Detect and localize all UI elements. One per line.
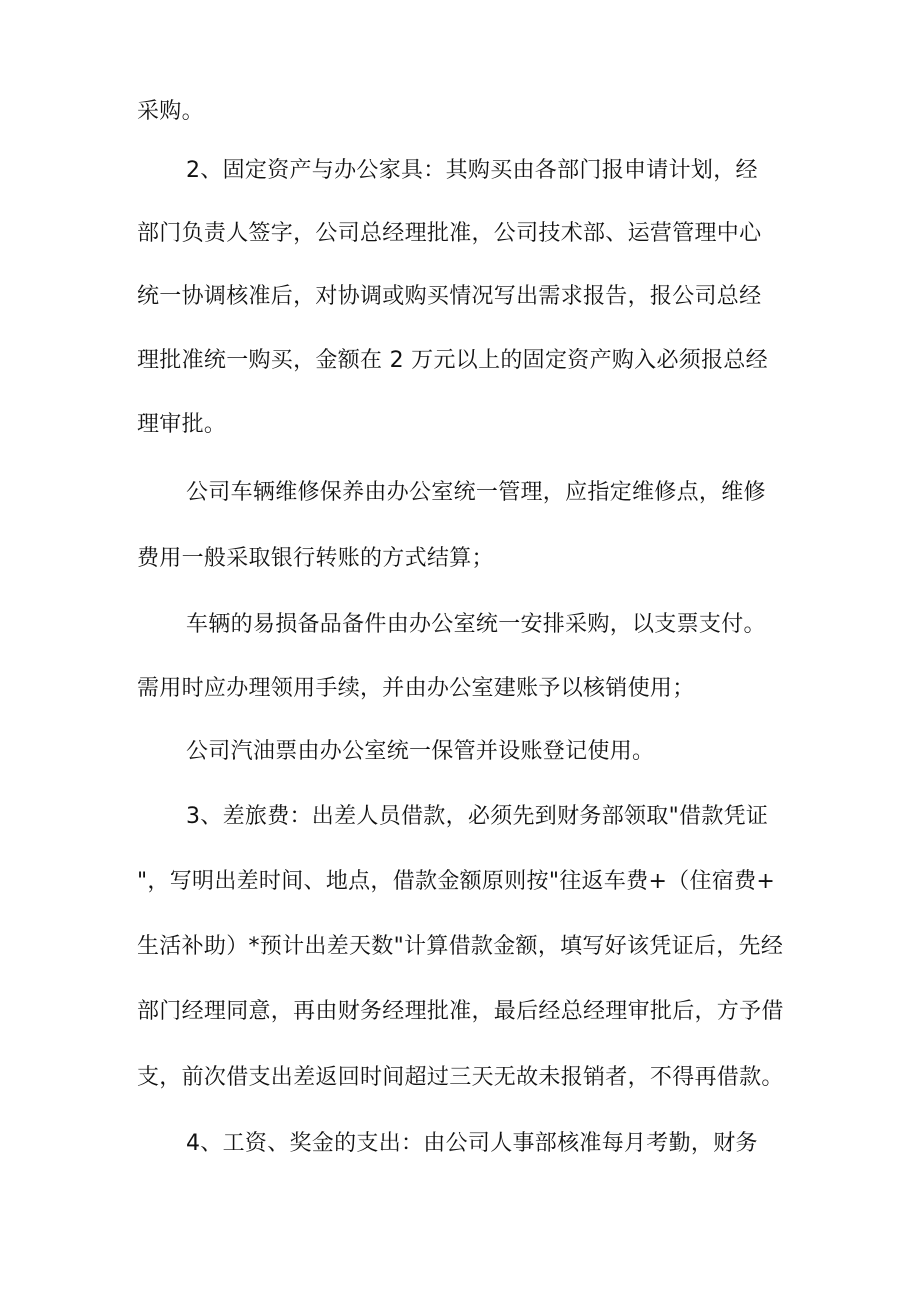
text-line-1: 采购。 [137, 99, 204, 124]
text-line-17: 4、工资、奖金的支出：由公司人事部核准每月考勤，财务 [186, 1131, 758, 1156]
text-line-11: 公司汽油票由办公室统一保管并设账登记使用。 [186, 739, 655, 764]
text-line-9: 车辆的易损备品备件由办公室统一安排采购，以支票支付。 [186, 612, 766, 637]
text-line-13: "，写明出差时间、地点，借款金额原则按"往返车费+（住宿费+ [137, 869, 776, 894]
text-line-10: 需用时应办理领用手续，并由办公室建账予以核销使用； [137, 676, 695, 701]
text-line-16: 支，前次借支出差返回时间超过三天无故未报销者，不得再借款。 [137, 1065, 784, 1090]
text-line-15: 部门经理同意，再由财务经理批准，最后经总经理审批后，方予借 [137, 999, 784, 1024]
text-line-8: 费用一般采取银行转账的方式结算； [137, 546, 494, 571]
text-line-7: 公司车辆维修保养由办公室统一管理，应指定维修点，维修 [186, 480, 766, 505]
text-line-6: 理审批。 [137, 412, 227, 437]
text-line-12: 3、差旅费：出差人员借款，必须先到财务部领取"借款凭证 [186, 804, 769, 829]
text-line-14: 生活补助）*预计出差天数"计算借款金额，填写好该凭证后，先经 [137, 934, 784, 959]
text-line-4: 统一协调核准后，对协调或购买情况写出需求报告，报公司总经 [137, 284, 762, 309]
text-line-3: 部门负责人签字，公司总经理批准，公司技术部、运营管理中心 [137, 221, 762, 246]
text-line-5: 理批准统一购买，金额在 2 万元以上的固定资产购入必须报总经 [137, 348, 768, 373]
text-line-2: 2、固定资产与办公家具：其购买由各部门报申请计划，经 [186, 158, 758, 183]
